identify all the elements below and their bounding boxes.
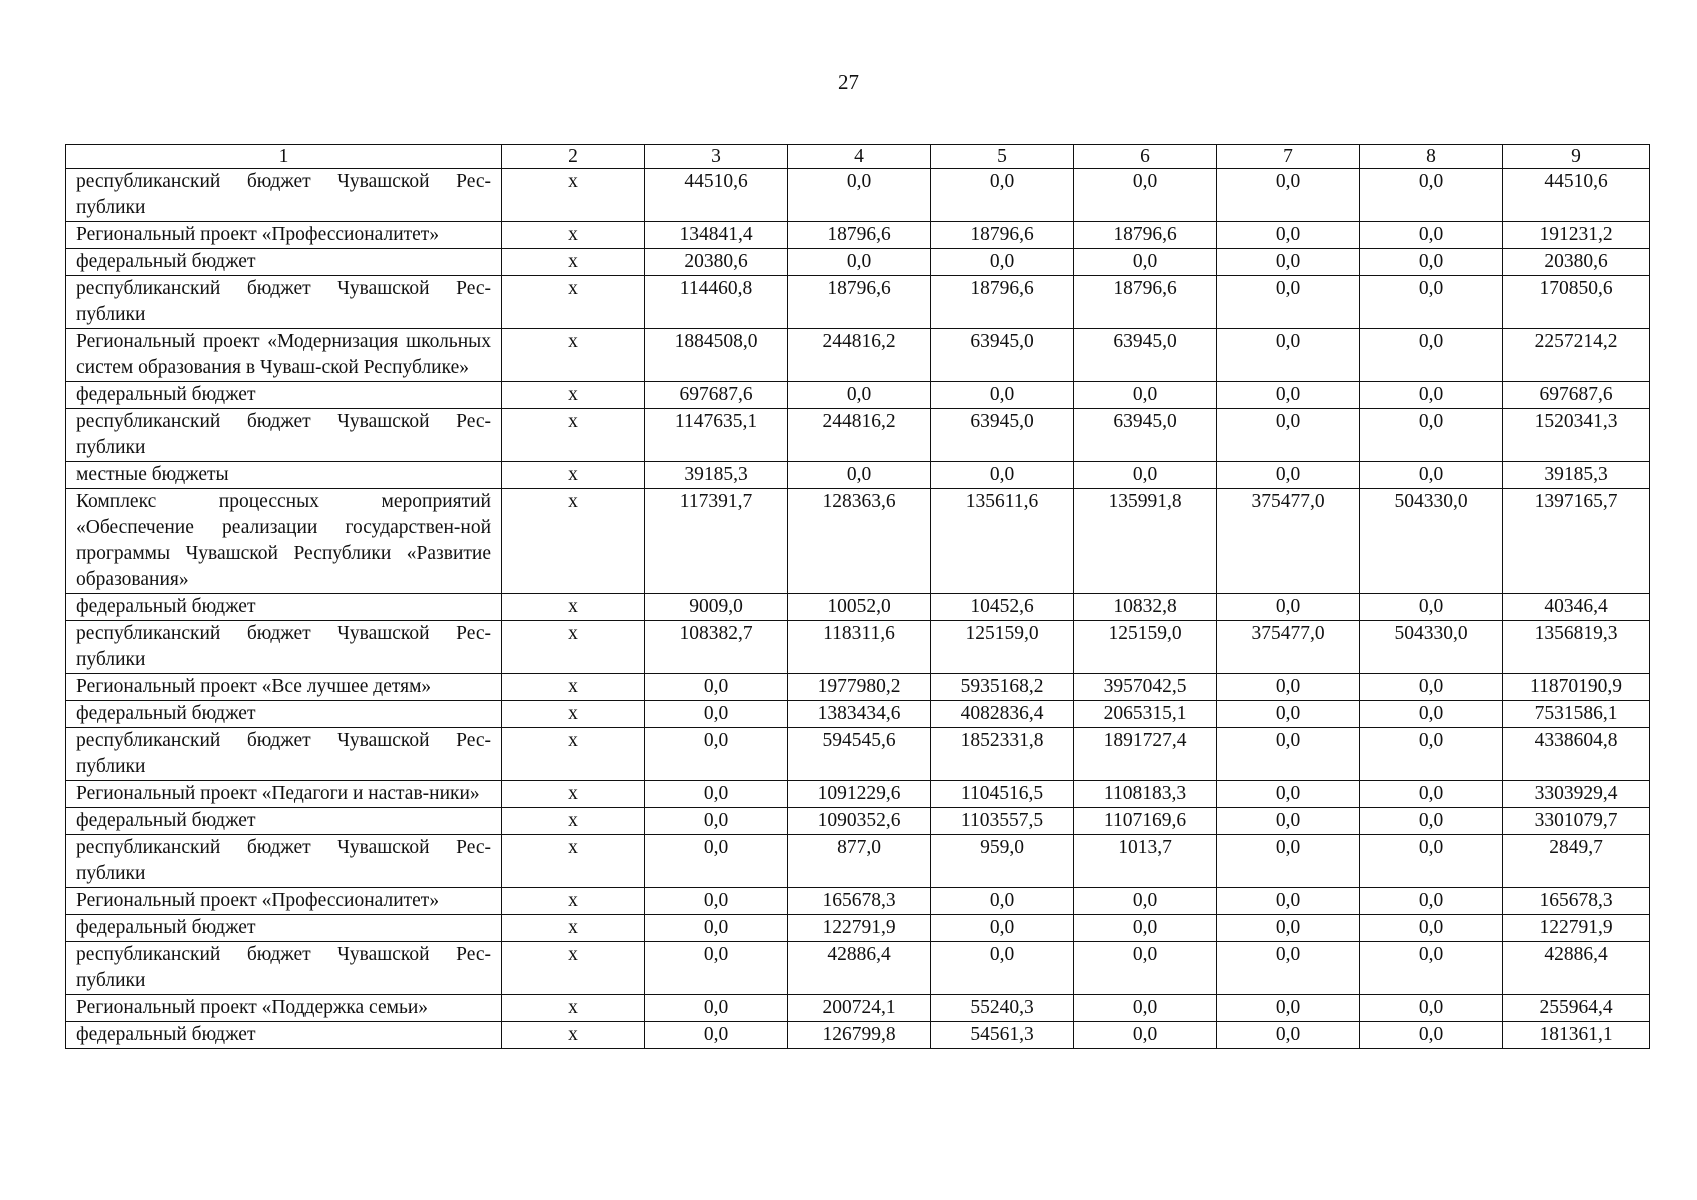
row-label: республиканский бюджет Чувашской Рес-публики: [66, 276, 502, 329]
cell-col-4: 10052,0: [788, 594, 931, 621]
cell-col-6: 125159,0: [1074, 621, 1217, 674]
cell-col-8: 0,0: [1360, 382, 1503, 409]
row-label: федеральный бюджет: [66, 382, 502, 409]
cell-col-7: 0,0: [1217, 942, 1360, 995]
cell-col-4: 1090352,6: [788, 808, 931, 835]
cell-col-4: 0,0: [788, 462, 931, 489]
table-row: [66, 276, 1650, 329]
cell-col-8: 504330,0: [1360, 621, 1503, 674]
cell-col-4: 126799,8: [788, 1022, 931, 1049]
cell-col-5: 0,0: [931, 462, 1074, 489]
row-label: Региональный проект «Педагоги и настав-ники»: [66, 781, 502, 808]
row-label: местные бюджеты: [66, 462, 502, 489]
cell-col-5: 1852331,8: [931, 728, 1074, 781]
cell-col-3: 0,0: [645, 808, 788, 835]
cell-col-3: 0,0: [645, 835, 788, 888]
cell-col-6: 0,0: [1074, 942, 1217, 995]
cell-col-4: 1977980,2: [788, 674, 931, 701]
cell-col-3: 39185,3: [645, 462, 788, 489]
cell-col-6: 0,0: [1074, 915, 1217, 942]
cell-col-5: 1104516,5: [931, 781, 1074, 808]
cell-col-6: 1013,7: [1074, 835, 1217, 888]
cell-col-3: 0,0: [645, 781, 788, 808]
cell-col-7: 0,0: [1217, 781, 1360, 808]
cell-col-7: 0,0: [1217, 594, 1360, 621]
cell-col-7: 0,0: [1217, 222, 1360, 249]
cell-col-9: 165678,3: [1503, 888, 1650, 915]
cell-col-9: 697687,6: [1503, 382, 1650, 409]
cell-col-8: 0,0: [1360, 808, 1503, 835]
cell-col-3: 0,0: [645, 728, 788, 781]
cell-col-6: 0,0: [1074, 382, 1217, 409]
cell-col-4: 18796,6: [788, 222, 931, 249]
cell-col-2: х: [502, 594, 645, 621]
cell-col-7: 375477,0: [1217, 489, 1360, 594]
cell-col-8: 0,0: [1360, 915, 1503, 942]
cell-col-6: 1891727,4: [1074, 728, 1217, 781]
cell-col-8: 0,0: [1360, 276, 1503, 329]
cell-col-8: 0,0: [1360, 249, 1503, 276]
cell-col-4: 122791,9: [788, 915, 931, 942]
cell-col-5: 4082836,4: [931, 701, 1074, 728]
cell-col-6: 63945,0: [1074, 409, 1217, 462]
column-header: 8: [1360, 145, 1503, 169]
budget-table: [65, 144, 1650, 1049]
row-label: республиканский бюджет Чувашской Рес-публики: [66, 621, 502, 674]
table-row: [66, 781, 1650, 808]
table-row: [66, 462, 1650, 489]
cell-col-5: 55240,3: [931, 995, 1074, 1022]
row-label: Региональный проект «Профессионалитет»: [66, 222, 502, 249]
cell-col-5: 0,0: [931, 915, 1074, 942]
cell-col-8: 0,0: [1360, 169, 1503, 222]
cell-col-9: 122791,9: [1503, 915, 1650, 942]
cell-col-8: 504330,0: [1360, 489, 1503, 594]
cell-col-4: 877,0: [788, 835, 931, 888]
cell-col-2: х: [502, 995, 645, 1022]
table-row: [66, 808, 1650, 835]
column-header: 5: [931, 145, 1074, 169]
cell-col-7: 0,0: [1217, 808, 1360, 835]
cell-col-7: 0,0: [1217, 462, 1360, 489]
row-label: республиканский бюджет Чувашской Рес-публики: [66, 728, 502, 781]
cell-col-2: х: [502, 329, 645, 382]
cell-col-6: 63945,0: [1074, 329, 1217, 382]
cell-col-4: 244816,2: [788, 409, 931, 462]
cell-col-5: 959,0: [931, 835, 1074, 888]
cell-col-2: х: [502, 808, 645, 835]
table-row: [66, 329, 1650, 382]
column-header: 2: [502, 145, 645, 169]
cell-col-9: 170850,6: [1503, 276, 1650, 329]
cell-col-3: 1884508,0: [645, 329, 788, 382]
cell-col-8: 0,0: [1360, 409, 1503, 462]
cell-col-3: 114460,8: [645, 276, 788, 329]
cell-col-7: 0,0: [1217, 1022, 1360, 1049]
cell-col-3: 134841,4: [645, 222, 788, 249]
cell-col-8: 0,0: [1360, 942, 1503, 995]
cell-col-6: 1108183,3: [1074, 781, 1217, 808]
table-row: [66, 835, 1650, 888]
cell-col-2: х: [502, 835, 645, 888]
cell-col-6: 18796,6: [1074, 222, 1217, 249]
column-header: 4: [788, 145, 931, 169]
cell-col-7: 0,0: [1217, 409, 1360, 462]
cell-col-4: 42886,4: [788, 942, 931, 995]
cell-col-8: 0,0: [1360, 1022, 1503, 1049]
cell-col-6: 0,0: [1074, 995, 1217, 1022]
cell-col-6: 0,0: [1074, 169, 1217, 222]
table-header-row: [66, 145, 1650, 169]
table-body: [66, 169, 1650, 1049]
cell-col-4: 0,0: [788, 382, 931, 409]
cell-col-9: 42886,4: [1503, 942, 1650, 995]
cell-col-7: 0,0: [1217, 835, 1360, 888]
row-label: Региональный проект «Модернизация школьных систем образования в Чуваш-ской Республике»: [66, 329, 502, 382]
row-label: Региональный проект «Профессионалитет»: [66, 888, 502, 915]
cell-col-8: 0,0: [1360, 462, 1503, 489]
cell-col-3: 0,0: [645, 701, 788, 728]
cell-col-5: 125159,0: [931, 621, 1074, 674]
cell-col-6: 10832,8: [1074, 594, 1217, 621]
row-label: Региональный проект «Поддержка семьи»: [66, 995, 502, 1022]
table-row: [66, 222, 1650, 249]
cell-col-9: 11870190,9: [1503, 674, 1650, 701]
cell-col-5: 135611,6: [931, 489, 1074, 594]
cell-col-9: 44510,6: [1503, 169, 1650, 222]
cell-col-8: 0,0: [1360, 222, 1503, 249]
cell-col-6: 3957042,5: [1074, 674, 1217, 701]
cell-col-8: 0,0: [1360, 329, 1503, 382]
cell-col-2: х: [502, 621, 645, 674]
cell-col-2: х: [502, 222, 645, 249]
cell-col-9: 7531586,1: [1503, 701, 1650, 728]
cell-col-9: 4338604,8: [1503, 728, 1650, 781]
cell-col-2: х: [502, 888, 645, 915]
cell-col-4: 1091229,6: [788, 781, 931, 808]
cell-col-7: 0,0: [1217, 728, 1360, 781]
row-label: федеральный бюджет: [66, 1022, 502, 1049]
table-row: [66, 942, 1650, 995]
cell-col-2: х: [502, 915, 645, 942]
cell-col-9: 255964,4: [1503, 995, 1650, 1022]
cell-col-9: 20380,6: [1503, 249, 1650, 276]
cell-col-2: х: [502, 409, 645, 462]
cell-col-7: 0,0: [1217, 382, 1360, 409]
cell-col-9: 1520341,3: [1503, 409, 1650, 462]
cell-col-7: 375477,0: [1217, 621, 1360, 674]
row-label: республиканский бюджет Чувашской Рес-публики: [66, 409, 502, 462]
cell-col-5: 0,0: [931, 382, 1074, 409]
column-header: 3: [645, 145, 788, 169]
cell-col-9: 2849,7: [1503, 835, 1650, 888]
cell-col-2: х: [502, 942, 645, 995]
cell-col-5: 63945,0: [931, 329, 1074, 382]
column-header: 7: [1217, 145, 1360, 169]
cell-col-3: 697687,6: [645, 382, 788, 409]
cell-col-8: 0,0: [1360, 995, 1503, 1022]
row-label: республиканский бюджет Чувашской Рес-публики: [66, 835, 502, 888]
cell-col-7: 0,0: [1217, 329, 1360, 382]
table-row: [66, 409, 1650, 462]
table-row: [66, 621, 1650, 674]
cell-col-8: 0,0: [1360, 674, 1503, 701]
cell-col-2: х: [502, 489, 645, 594]
cell-col-8: 0,0: [1360, 728, 1503, 781]
cell-col-8: 0,0: [1360, 594, 1503, 621]
cell-col-5: 63945,0: [931, 409, 1074, 462]
row-label: Региональный проект «Все лучшее детям»: [66, 674, 502, 701]
page-number: 27: [838, 70, 859, 94]
cell-col-9: 3301079,7: [1503, 808, 1650, 835]
cell-col-5: 18796,6: [931, 222, 1074, 249]
row-label: республиканский бюджет Чувашской Рес-публики: [66, 169, 502, 222]
cell-col-4: 18796,6: [788, 276, 931, 329]
cell-col-6: 1107169,6: [1074, 808, 1217, 835]
table-row: [66, 382, 1650, 409]
cell-col-6: 0,0: [1074, 462, 1217, 489]
table-row: [66, 915, 1650, 942]
table-row: [66, 674, 1650, 701]
cell-col-8: 0,0: [1360, 888, 1503, 915]
cell-col-6: 135991,8: [1074, 489, 1217, 594]
cell-col-2: х: [502, 276, 645, 329]
cell-col-9: 2257214,2: [1503, 329, 1650, 382]
cell-col-9: 39185,3: [1503, 462, 1650, 489]
cell-col-5: 54561,3: [931, 1022, 1074, 1049]
cell-col-4: 594545,6: [788, 728, 931, 781]
cell-col-9: 3303929,4: [1503, 781, 1650, 808]
table-row: [66, 249, 1650, 276]
cell-col-4: 0,0: [788, 169, 931, 222]
row-label: федеральный бюджет: [66, 701, 502, 728]
table-row: [66, 594, 1650, 621]
cell-col-4: 0,0: [788, 249, 931, 276]
cell-col-5: 0,0: [931, 169, 1074, 222]
cell-col-9: 181361,1: [1503, 1022, 1650, 1049]
cell-col-3: 0,0: [645, 888, 788, 915]
row-label: федеральный бюджет: [66, 249, 502, 276]
cell-col-3: 108382,7: [645, 621, 788, 674]
cell-col-5: 1103557,5: [931, 808, 1074, 835]
table-row: [66, 995, 1650, 1022]
row-label: федеральный бюджет: [66, 808, 502, 835]
cell-col-3: 44510,6: [645, 169, 788, 222]
table-row: [66, 1022, 1650, 1049]
cell-col-8: 0,0: [1360, 701, 1503, 728]
column-header: 9: [1503, 145, 1650, 169]
cell-col-4: 118311,6: [788, 621, 931, 674]
table-row: [66, 701, 1650, 728]
cell-col-3: 0,0: [645, 915, 788, 942]
cell-col-4: 165678,3: [788, 888, 931, 915]
column-header: 6: [1074, 145, 1217, 169]
cell-col-7: 0,0: [1217, 276, 1360, 329]
cell-col-9: 1397165,7: [1503, 489, 1650, 594]
row-label: федеральный бюджет: [66, 915, 502, 942]
cell-col-7: 0,0: [1217, 674, 1360, 701]
table-row: [66, 169, 1650, 222]
cell-col-5: 18796,6: [931, 276, 1074, 329]
table-row: [66, 489, 1650, 594]
cell-col-2: х: [502, 382, 645, 409]
cell-col-5: 0,0: [931, 942, 1074, 995]
cell-col-8: 0,0: [1360, 781, 1503, 808]
cell-col-5: 0,0: [931, 249, 1074, 276]
cell-col-9: 191231,2: [1503, 222, 1650, 249]
cell-col-2: х: [502, 701, 645, 728]
cell-col-9: 40346,4: [1503, 594, 1650, 621]
cell-col-8: 0,0: [1360, 835, 1503, 888]
row-label: федеральный бюджет: [66, 594, 502, 621]
cell-col-7: 0,0: [1217, 888, 1360, 915]
column-header: 1: [66, 145, 502, 169]
cell-col-2: х: [502, 674, 645, 701]
cell-col-7: 0,0: [1217, 169, 1360, 222]
cell-col-3: 1147635,1: [645, 409, 788, 462]
cell-col-7: 0,0: [1217, 249, 1360, 276]
cell-col-6: 0,0: [1074, 1022, 1217, 1049]
cell-col-3: 117391,7: [645, 489, 788, 594]
cell-col-9: 1356819,3: [1503, 621, 1650, 674]
cell-col-5: 0,0: [931, 888, 1074, 915]
cell-col-7: 0,0: [1217, 701, 1360, 728]
cell-col-2: х: [502, 169, 645, 222]
cell-col-4: 244816,2: [788, 329, 931, 382]
cell-col-5: 10452,6: [931, 594, 1074, 621]
cell-col-2: х: [502, 1022, 645, 1049]
cell-col-2: х: [502, 249, 645, 276]
cell-col-7: 0,0: [1217, 915, 1360, 942]
cell-col-5: 5935168,2: [931, 674, 1074, 701]
table-row: [66, 888, 1650, 915]
row-label: Комплекс процессных мероприятий «Обеспечение реализации государствен-ной программы Чувашской Республики «Развитие образования»: [66, 489, 502, 594]
cell-col-2: х: [502, 462, 645, 489]
cell-col-3: 9009,0: [645, 594, 788, 621]
table-row: [66, 728, 1650, 781]
cell-col-6: 18796,6: [1074, 276, 1217, 329]
cell-col-3: 0,0: [645, 995, 788, 1022]
cell-col-2: х: [502, 728, 645, 781]
cell-col-3: 0,0: [645, 1022, 788, 1049]
cell-col-4: 128363,6: [788, 489, 931, 594]
cell-col-6: 2065315,1: [1074, 701, 1217, 728]
cell-col-3: 0,0: [645, 942, 788, 995]
cell-col-4: 200724,1: [788, 995, 931, 1022]
cell-col-6: 0,0: [1074, 249, 1217, 276]
cell-col-6: 0,0: [1074, 888, 1217, 915]
cell-col-3: 20380,6: [645, 249, 788, 276]
cell-col-4: 1383434,6: [788, 701, 931, 728]
row-label: республиканский бюджет Чувашской Рес-публики: [66, 942, 502, 995]
cell-col-7: 0,0: [1217, 995, 1360, 1022]
cell-col-3: 0,0: [645, 674, 788, 701]
cell-col-2: х: [502, 781, 645, 808]
